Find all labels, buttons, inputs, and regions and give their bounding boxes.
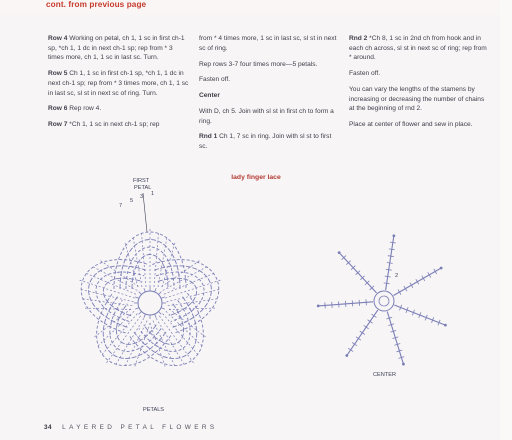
center-heading: Center	[199, 92, 220, 100]
row-number-label: 5	[130, 198, 134, 204]
stamen-stitch	[386, 269, 392, 270]
petals-label: PETALS	[143, 407, 165, 413]
first-petal-label-line1: FIRST	[133, 178, 150, 184]
stamen-stitch	[364, 325, 369, 328]
center-instruction: With D, ch 5. Join with sl st in first ch to form a ring.	[199, 107, 334, 125]
stamen-stitch	[352, 342, 357, 345]
fasten-off-text: Fasten off.	[199, 76, 231, 84]
row-number-label: 7	[119, 203, 123, 209]
stamen-stitch	[360, 331, 365, 334]
rnd-text: Ch 1, 7 sc in ring. Join with sl st to first sc.	[199, 133, 332, 151]
stamen-tip	[345, 354, 348, 357]
row-text: Ch 1, 1 sc in first ch-1 sp, *ch 1, 1 dc in next ch-1 sp; rep from * 3 times more, ch 1, 1 sc in last sc, sl st in next sc of ring. Turn.	[48, 70, 189, 97]
stamen-tip	[338, 251, 341, 254]
stamen-tip: You can vary the lengths of the stamens by increasing or decreasing the number of chains at the beginning of rnd 2.	[349, 86, 485, 113]
center-inner-ring	[379, 296, 389, 306]
rnd-text: *Ch 8, 1 sc in 2nd ch from hook and in each ch across, sl st in next sc of ring; rep from * around.	[349, 35, 487, 62]
stamen-stitch	[356, 337, 361, 340]
fasten-off-text: Fasten off.	[349, 70, 381, 78]
row-label: Row 4	[48, 35, 68, 42]
repeat-instruction: Rep rows 3-7 four times more—5 petals.	[199, 60, 318, 68]
row-7-continuation: from * 4 times more, 1 sc in last sc, sl st in next sc of ring.	[199, 35, 337, 52]
stamen-stitch	[389, 249, 395, 250]
stamen-stitch	[368, 320, 373, 323]
row-number-label: 1	[151, 191, 155, 197]
rnd-2-marker: 2	[395, 273, 399, 279]
book-title: LAYERED PETAL FLOWERS	[62, 424, 218, 431]
row-text: Working on petal, ch 1, 1 sc in first ch-1 sp, *ch 1, 1 dc in next ch-1 sp; rep from * 3 times more, ch 1, 1 sc in last sc. Turn.	[48, 35, 185, 62]
rnd-label: Rnd 2	[349, 35, 368, 42]
row-label: Row 7	[48, 121, 68, 129]
stamen-tip	[444, 324, 447, 327]
lace-title: lady finger lace	[231, 174, 281, 181]
stamen-stitch	[348, 348, 353, 351]
stamen-tip	[440, 267, 443, 270]
row-text: Rep row 4.	[69, 105, 102, 113]
first-petal-label-line2: PETAL	[134, 185, 152, 191]
stamen-stitch	[390, 242, 396, 243]
stamen-stitch	[371, 314, 376, 317]
stamen-tip	[402, 363, 405, 366]
continued-heading: cont. from previous page	[46, 0, 147, 9]
stamen-tip	[392, 234, 395, 237]
stamen-stitch	[384, 283, 390, 284]
placement-text: Place at center of flower and sew in place.	[349, 121, 473, 129]
row-number-label: 3	[140, 194, 144, 200]
page-footer	[44, 424, 218, 431]
center-label: CENTER	[373, 372, 396, 378]
stamen-stitch	[387, 262, 393, 263]
stamen-tip	[317, 305, 320, 308]
row-text: *Ch 1, 1 sc in next ch-1 sp; rep	[69, 121, 160, 129]
page-number: 34	[44, 424, 53, 431]
row-label: Row 5	[48, 70, 68, 78]
stamen-stitch	[388, 256, 394, 257]
stamen-stitch	[385, 276, 391, 277]
rnd-label: Rnd 1	[199, 133, 218, 141]
center-ring	[374, 291, 394, 311]
row-label: Row 6	[48, 105, 68, 113]
